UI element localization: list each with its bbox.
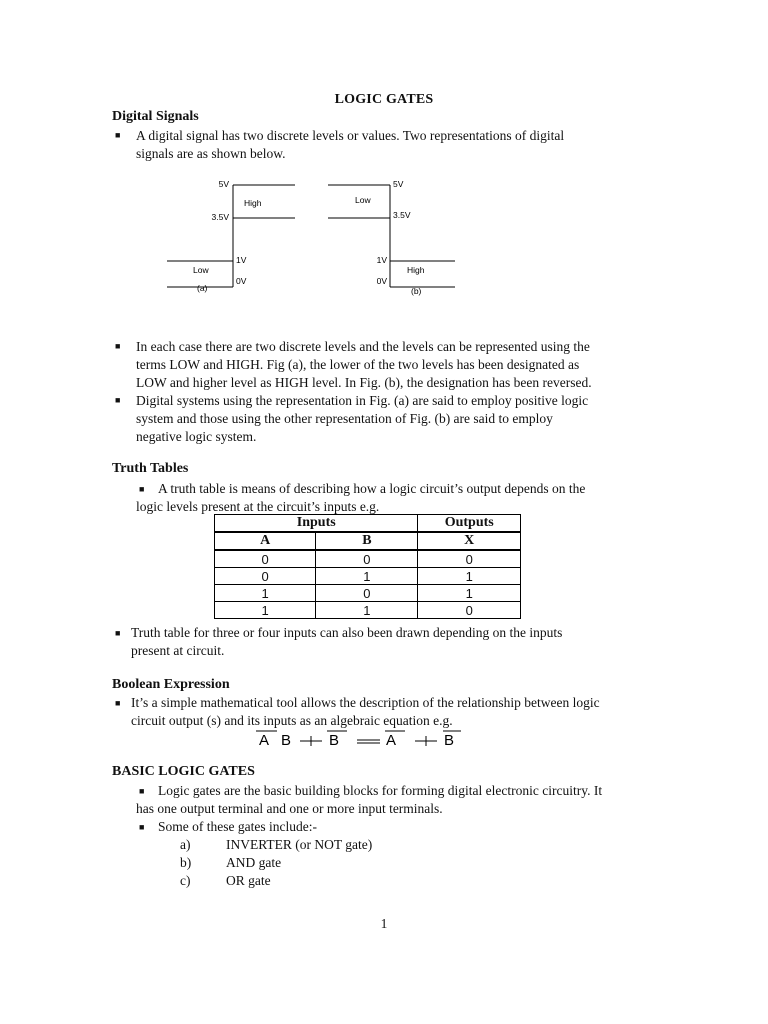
list-item-marker: b) — [180, 855, 192, 870]
truth-table-outputs-header: Outputs — [418, 515, 521, 533]
table-row — [215, 568, 521, 585]
paragraph-multi-input-tables: Truth table for three or four inputs can also been drawn depending on the inputs present at circuit. — [131, 625, 563, 658]
list-item-marker: c) — [180, 873, 191, 888]
paragraph-levels: In each case there are two discrete levels and the levels can be represented using the terms LOW and HIGH. Fig (a), the lower of the two levels has been designated as LOW and higher level as HIGH level. In Fig. (b), the designation has been reversed. — [136, 339, 592, 390]
expr-term-b-bar: B — [329, 732, 340, 749]
table-cell: 1 — [316, 602, 418, 619]
fig-a-low-label: Low — [193, 265, 209, 275]
table-cell: 0 — [418, 602, 521, 619]
truth-table-inputs-header: Inputs — [215, 515, 418, 533]
bullet-marker: ■ — [139, 822, 145, 832]
section-heading-digital-signals: Digital Signals — [112, 109, 199, 124]
page-number: 1 — [380, 916, 388, 931]
paragraph-basic-gates-def: Logic gates are the basic building blocks for forming digital electronic circuitry. It has one output terminal and one or more input terminals. — [136, 783, 603, 816]
table-cell: 0 — [418, 550, 521, 568]
expr-term-b-bar-2: B — [444, 732, 455, 749]
table-cell: 0 — [215, 550, 316, 568]
boolean-expression — [250, 727, 470, 749]
bullet-marker: ■ — [139, 484, 145, 494]
truth-table-column-b: B — [316, 532, 418, 550]
bullet-marker: ■ — [115, 628, 121, 638]
table-cell: 0 — [316, 585, 418, 602]
paragraph-truth-table-def: A truth table is means of describing how a logic circuit’s output depends on the logic levels present at the circuit’s inputs e.g. — [136, 481, 586, 514]
fig-a-caption: (a) — [197, 283, 208, 293]
section-heading-boolean-expression: Boolean Expression — [112, 677, 230, 692]
table-row — [215, 585, 521, 602]
fig-a-1v-label: 1V — [236, 255, 247, 265]
list-item-marker: a) — [180, 837, 191, 852]
table-cell: 1 — [418, 585, 521, 602]
truth-table-column-x: X — [418, 532, 521, 550]
list-item-and-gate: AND gate — [226, 855, 282, 870]
table-row — [215, 602, 521, 619]
page-title: LOGIC GATES — [334, 92, 434, 107]
expr-term-a-bar: A — [386, 732, 397, 749]
table-row — [215, 550, 521, 568]
table-cell: 0 — [316, 550, 418, 568]
table-cell: 1 — [418, 568, 521, 585]
paragraph-digital-signal-def: A digital signal has two discrete levels or values. Two representations of digital signals are as shown below. — [136, 128, 565, 161]
fig-b-low-label: Low — [355, 195, 371, 205]
section-heading-basic-logic-gates: BASIC LOGIC GATES — [112, 764, 255, 779]
fig-b-high-label: High — [407, 265, 425, 275]
list-item-or-gate: OR gate — [226, 873, 271, 888]
table-cell: 1 — [215, 585, 316, 602]
section-heading-truth-tables: Truth Tables — [112, 461, 189, 476]
fig-b-0v-label: 0V — [376, 276, 387, 286]
expr-term-a: A — [259, 732, 270, 749]
paragraph-boolean-def: It’s a simple mathematical tool allows the description of the relationship between logic circuit output (s) and its inputs as an algebraic equation e.g. — [131, 695, 600, 728]
expr-term-b: B — [281, 732, 292, 749]
fig-b-1v-label: 1V — [376, 255, 387, 265]
fig-b-3.5v-label: 3.5V — [393, 210, 411, 220]
fig-a-3.5v-label: 3.5V — [211, 212, 229, 222]
table-cell: 0 — [215, 568, 316, 585]
bullet-marker: ■ — [139, 786, 145, 796]
fig-b-5v-label: 5V — [393, 179, 404, 189]
paragraph-gates-include: Some of these gates include:- — [158, 819, 317, 834]
table-cell: 1 — [215, 602, 316, 619]
table-cell: 1 — [316, 568, 418, 585]
bullet-marker: ■ — [115, 698, 121, 708]
fig-a-0v-label: 0V — [236, 276, 247, 286]
fig-a-high-label: High — [244, 198, 262, 208]
bullet-marker: ■ — [115, 395, 121, 405]
truth-table — [214, 514, 521, 619]
paragraph-logic-systems: Digital systems using the representation in Fig. (a) are said to employ positive logic system and those using the other representation of Fig. (b) are said to employ negative logic system. — [136, 393, 589, 444]
fig-a-5v-label: 5V — [218, 179, 229, 189]
truth-table-column-a: A — [215, 532, 316, 550]
bullet-marker: ■ — [115, 130, 121, 140]
fig-b-caption: (b) — [411, 286, 422, 296]
signal-level-diagram — [0, 0, 768, 320]
bullet-marker: ■ — [115, 341, 121, 351]
list-item-inverter: INVERTER (or NOT gate) — [226, 837, 373, 852]
